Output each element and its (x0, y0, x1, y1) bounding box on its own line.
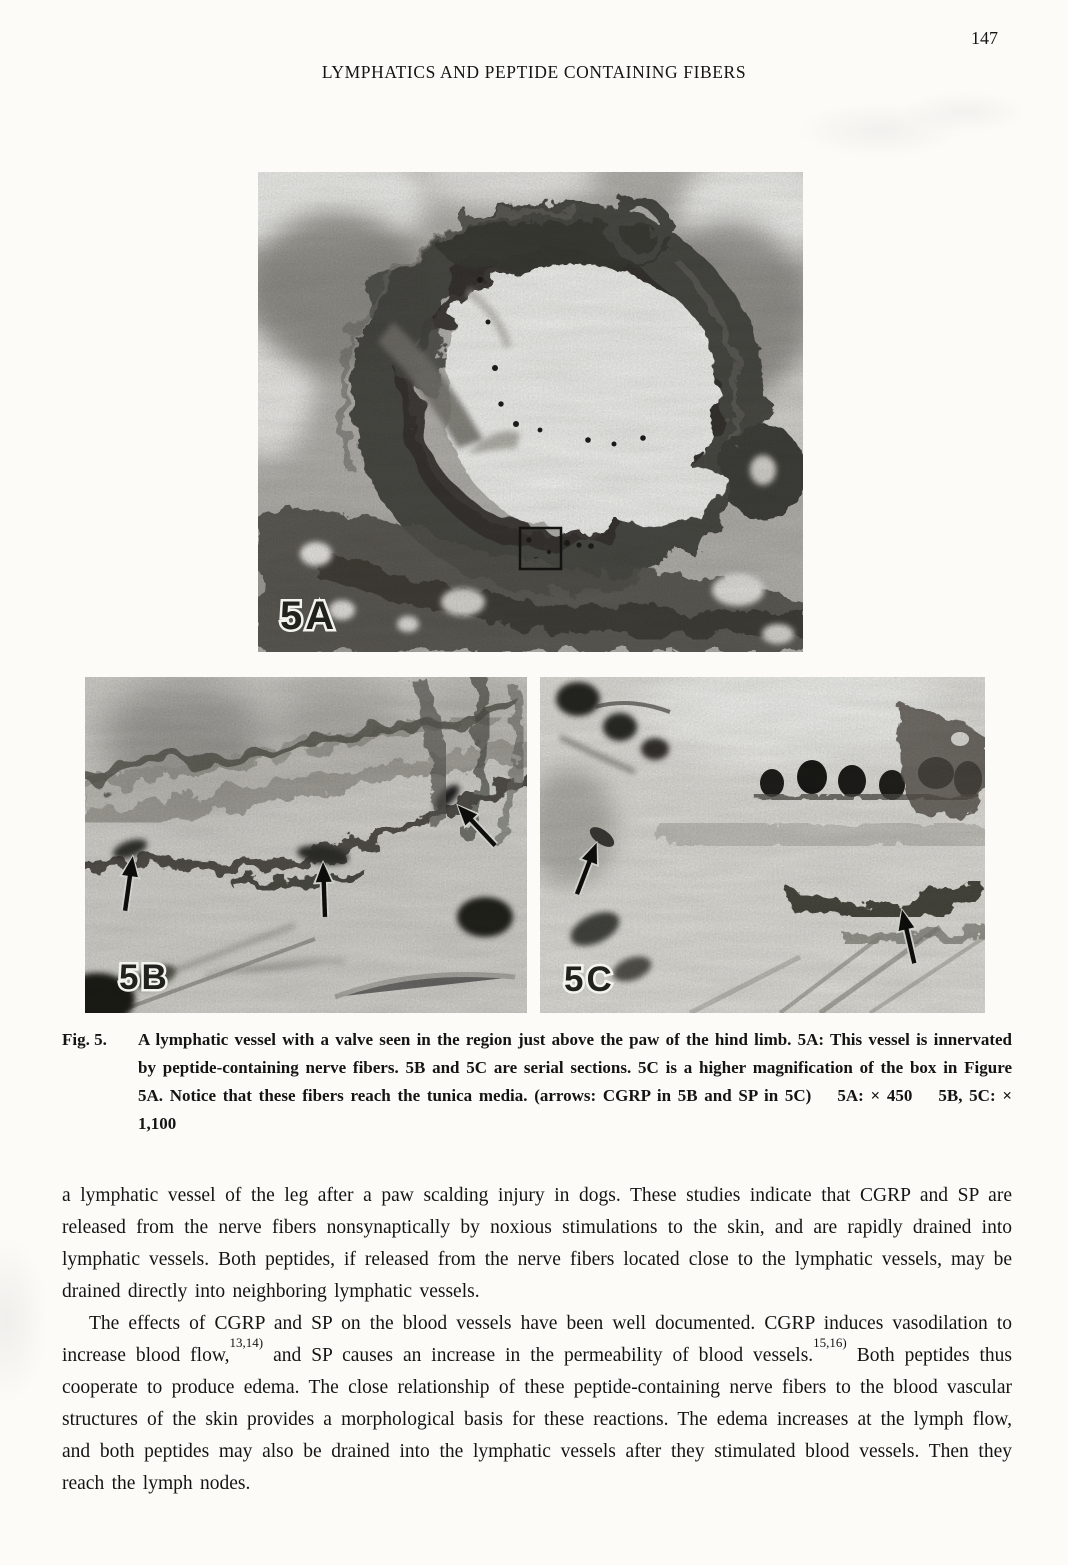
panel-label-5c: 5C (564, 960, 615, 999)
paragraph-2-text-b: and SP causes an increase in the permeability of blood vessels. (263, 1345, 814, 1366)
figure-caption (62, 1026, 1012, 1138)
paragraph-1: a lymphatic vessel of the leg after a paw scalding injury in dogs. These studies indicate that CGRP and SP are released from the nerve fibers nonsynaptically by noxious stimulations to the skin, and are rapidly drained into lymphatic vessels. Both peptides, if released from the nerve fibers located close to the lymphatic vessels, may be drained directly into neighboring lymphatic vessels. (62, 1185, 1012, 1302)
panel-label-5b: 5B (119, 958, 170, 997)
magnification-5b-5c: 5B, 5C: × 1,100 (138, 1086, 1013, 1133)
figure-caption-text-block (138, 1026, 1012, 1138)
micrograph-5a (258, 172, 803, 652)
article-body (62, 1180, 1012, 1500)
micrograph-5c (540, 677, 985, 1013)
magnification-5a: 5A: × 450 (837, 1086, 913, 1105)
figure-caption-tag: Fig. 5. (62, 1030, 107, 1049)
panel-label-5a: 5A (280, 594, 338, 638)
micrograph-5b (85, 677, 527, 1013)
page-number: 147 (971, 28, 998, 48)
reference-superscript: 15,16) (813, 1334, 847, 1350)
micrograph-5b-image (85, 677, 527, 1013)
paragraph-2-text-c: Both peptides thus cooperate to produce edema. The close relationship of these peptide-containing nerve fibers to the blood vascular structures of the skin provides a morphological basis for these reactions. The edema increases at the lymph flow, and both peptides may also be drained into the lymphatic vessels after they stimulated blood vessels. Then they reach the lymph nodes. (62, 1345, 1013, 1494)
paragraph-2 (62, 1308, 1012, 1500)
micrograph-5c-image (540, 677, 985, 1013)
reference-superscript: 13,14) (229, 1334, 264, 1350)
figure-caption-text: A lymphatic vessel with a valve seen in the region just above the paw of the hind limb. 5A: This vessel is innervated by peptide-containing nerve fibers. 5B and 5C are serial sections. 5C is a higher magnification of the box in Figure 5A. Notice that these fibers reach the tunica media. (arrows: CGRP in 5B and SP in 5C) (138, 1030, 1012, 1105)
micrograph-5a-image (258, 172, 803, 652)
running-head: LYMPHATICS AND PEPTIDE CONTAINING FIBERS (321, 62, 747, 82)
paragraph-2-text-a: The effects of CGRP and SP on the blood vessels have been well documented. CGRP induces vasodilation to increase blood flow, (62, 1313, 1012, 1366)
